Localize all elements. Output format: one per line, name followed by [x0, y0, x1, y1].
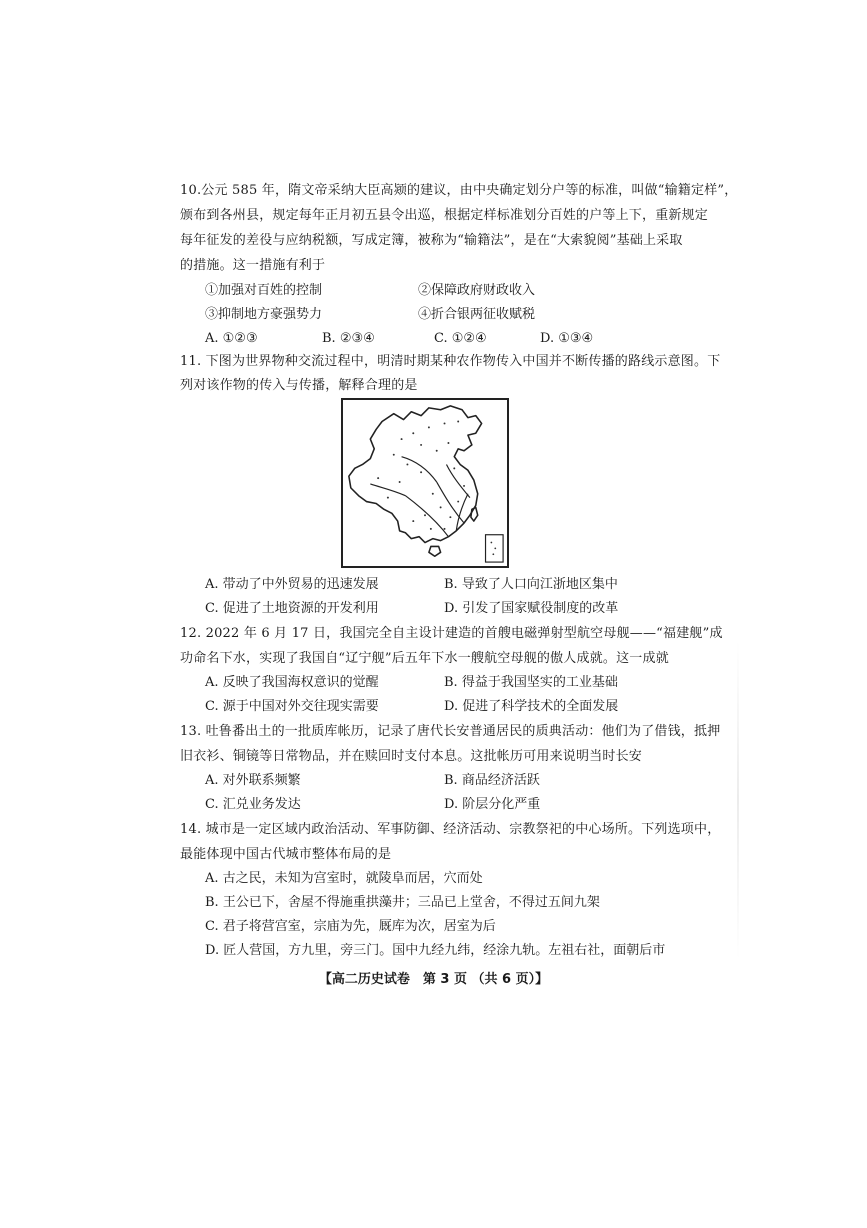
hainan-island — [429, 546, 441, 556]
question-14-option-a: A. 古之民，未知为宫室时，就陵阜而居，穴而处 — [205, 871, 483, 886]
page-footer: 【高二历史试卷 第 3 页 （共 6 页）】 — [318, 972, 549, 987]
question-10-line-2: 颁布到各州县，规定每年正月初五县令出巡，根据定样标准划分百姓的户等上下，重新规定 — [180, 208, 709, 223]
question-10-line-1: 10.公元 585 年，隋文帝采纳大臣高颎的建议，由中央确定划分户等的标准，叫做“输籍定样”， — [180, 183, 738, 198]
question-10-option-d: D. ①③④ — [540, 331, 594, 346]
question-10-item-2: ②保障政府财政收入 — [418, 283, 536, 298]
question-12-line-2: 功命名下水，实现了我国自“辽宁舰”后五年下水一艘航空母舰的傲人成就。这一成就 — [180, 651, 669, 666]
question-10-line-4: 的措施。这一措施有利于 — [180, 258, 326, 273]
question-13-option-a: A. 对外联系频繁 — [205, 773, 301, 788]
question-10-line-3: 每年征发的差役与应纳税额，写成定簿，被称为“输籍法”，是在“大索貌阅”基础上采取 — [180, 233, 683, 248]
question-11-option-d: D. 引发了国家赋役制度的改革 — [444, 601, 619, 616]
question-11-line-1: 11. 下图为世界物种交流过程中，明清时期某种农作物传入中国并不断传播的路线示意图。下 — [180, 354, 721, 369]
question-13-option-b: B. 商品经济活跃 — [444, 773, 540, 788]
question-12-option-a: A. 反映了我国海权意识的觉醒 — [205, 675, 379, 690]
question-11-line-2: 列对该作物的传入与传播，解释合理的是 — [180, 378, 418, 393]
question-10-item-4: ④折合银两征收赋税 — [418, 307, 536, 322]
question-10-item-3: ③抑制地方豪强势力 — [205, 307, 323, 322]
question-10-option-c: C. ①②④ — [434, 331, 487, 346]
china-map-figure — [343, 400, 507, 566]
question-12-option-d: D. 促进了科学技术的全面发展 — [444, 699, 619, 714]
question-12-option-b: B. 得益于我国坚实的工业基础 — [444, 675, 618, 690]
question-11-option-a: A. 带动了中外贸易的迅速发展 — [205, 577, 379, 592]
question-13-option-d: D. 阶层分化严重 — [444, 797, 541, 812]
question-14-option-d: D. 匠人营国，方九里，旁三门。国中九经九纬，经涂九轨。左祖右社，面朝后市 — [205, 943, 666, 958]
south-china-sea-inset — [486, 535, 504, 562]
route-arrow-6 — [370, 484, 405, 496]
taiwan-island — [471, 507, 478, 521]
question-14-line-1: 14. 城市是一定区域内政治活动、军事防御、经济活动、宗教祭祀的中心场所。下列选项中， — [180, 822, 721, 837]
question-12-option-c: C. 源于中国对外交往现实需要 — [205, 699, 379, 714]
question-14-line-2: 最能体现中国古代城市整体布局的是 — [180, 847, 392, 862]
route-arrow-2 — [405, 496, 448, 537]
crop-spread-map — [341, 398, 509, 568]
question-14-option-b: B. 王公已下，舍屋不得施重拱藻井；三品已上堂舍，不得过五间九架 — [205, 895, 600, 910]
question-14-option-c: C. 君子将营宫室，宗庙为先，厩库为次，居室为后 — [205, 919, 496, 934]
route-arrow-3 — [402, 457, 437, 482]
question-11-option-c: C. 促进了土地资源的开发利用 — [205, 601, 379, 616]
question-13-option-c: C. 汇兑业务发达 — [205, 797, 301, 812]
scan-artifact — [737, 640, 739, 960]
question-13-line-1: 13. 吐鲁番出土的一批质库帐历，记录了唐代长安普通居民的质典活动：他们为了借钱，抵押 — [180, 724, 721, 739]
question-13-line-2: 旧衣衫、铜镜等日常物品，并在赎回时支付本息。这批帐历可用来说明当时长安 — [180, 749, 643, 764]
question-10-option-b: B. ②③④ — [322, 331, 375, 346]
crop-area-dots — [377, 421, 465, 530]
question-10-option-a: A. ①②③ — [205, 331, 258, 346]
china-outline — [349, 406, 482, 543]
question-10-item-1: ①加强对百姓的控制 — [205, 283, 323, 298]
question-12-line-1: 12. 2022 年 6 月 17 日，我国完全自主设计建造的首艘电磁弹射型航空母舰——“福建舰”成 — [180, 626, 723, 641]
question-11-option-b: B. 导致了人口向江浙地区集中 — [444, 577, 618, 592]
